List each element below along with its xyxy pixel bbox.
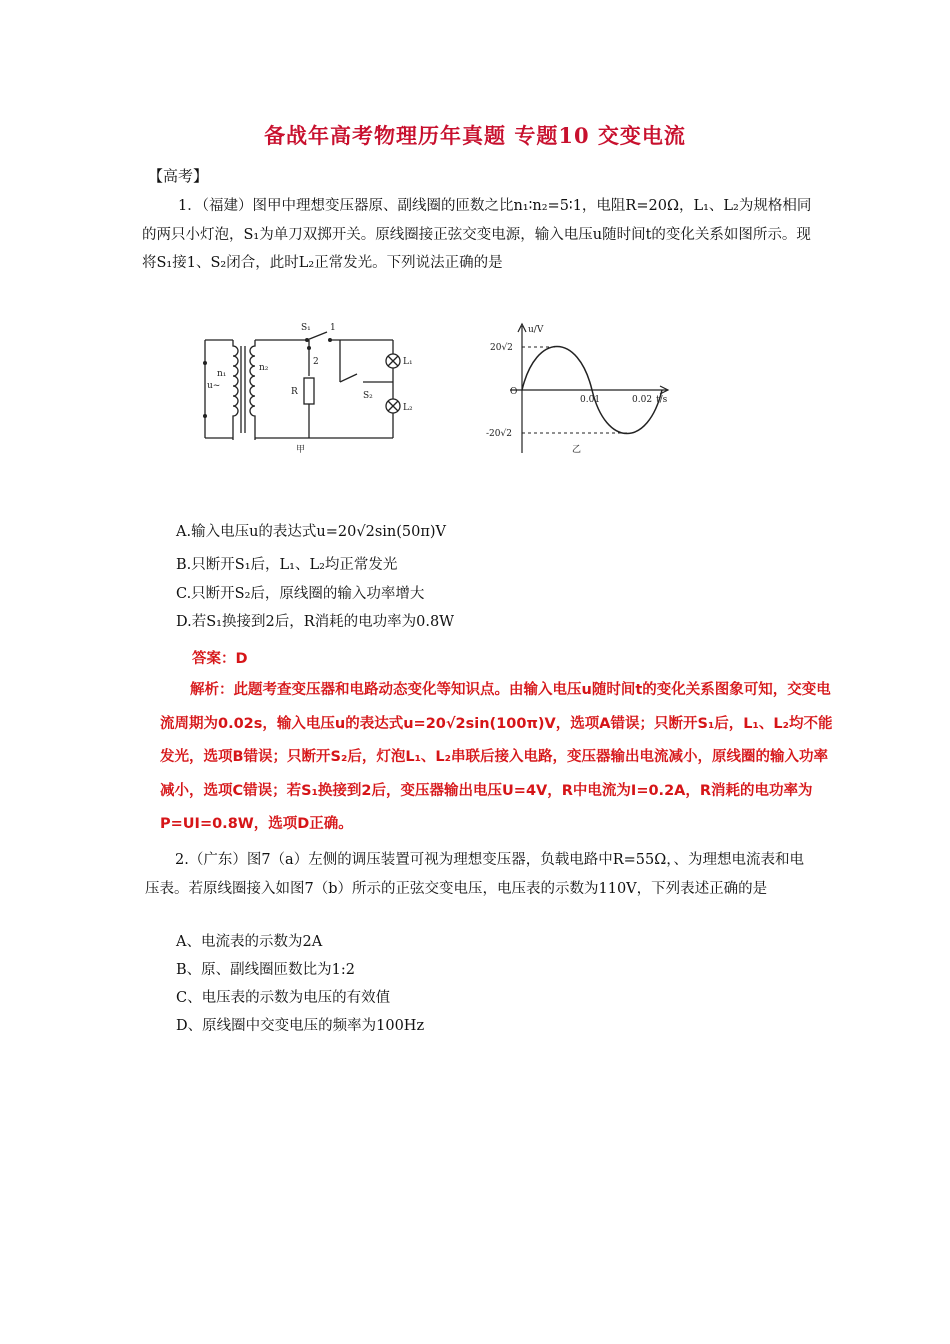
question-2-option-a: A、电流表的示数为2A xyxy=(176,934,323,950)
lamp-l2-icon xyxy=(386,399,400,413)
question-1-option-a: A.输入电压u的表达式u=20√2sin(50π)V xyxy=(176,524,447,540)
label-s1: S₁ xyxy=(301,323,311,333)
question-1-option-c: C.只断开S₂后，原线圈的输入功率增大 xyxy=(176,586,425,602)
lamp-l1-icon xyxy=(386,354,400,368)
figure-yi-caption: 乙 xyxy=(572,445,582,455)
label-n2: n₂ xyxy=(259,363,269,373)
label-n1: n₁ xyxy=(217,369,227,379)
figure-jia-circuit xyxy=(195,318,425,458)
label-l2: L₂ xyxy=(403,403,413,413)
figure-jia-caption: 甲 xyxy=(296,445,306,455)
graph-x-axis-label: t/s xyxy=(656,395,668,405)
graph-origin-label: O xyxy=(510,387,518,397)
question-2-option-d: D、原线圈中交变电压的频率为100Hz xyxy=(176,1018,425,1034)
question-1-answer: 答案：D xyxy=(192,651,248,667)
label-u: u~ xyxy=(207,381,221,391)
label-l1: L₁ xyxy=(403,357,413,367)
question-1-option-b: B.只断开S₁后，L₁、L₂均正常发光 xyxy=(176,557,398,573)
document-title: 备战年高考物理历年真题 专题10 交变电流 xyxy=(264,123,686,148)
label-contact-2: 2 xyxy=(313,357,319,367)
label-r: R xyxy=(291,387,298,397)
graph-y-min-label: -20√2 xyxy=(486,429,512,439)
graph-tick-001: 0.01 xyxy=(580,395,601,405)
label-s2: S₂ xyxy=(363,391,373,401)
question-1-option-d: D.若S₁换接到2后，R消耗的电功率为0.8W xyxy=(176,614,455,630)
question-2-option-b: B、原、副线圈匝数比为1:2 xyxy=(176,962,355,978)
graph-y-max-label: 20√2 xyxy=(490,343,513,353)
question-2-body: 2.（广东）图7（a）左侧的调压装置可视为理想变压器，负载电路中R=55Ω，、为理想电流表和电压表。若原线圈接入如图7（b）所示的正弦交变电压，电压表的示数为110V，下列表述正确的是 xyxy=(145,852,804,897)
question-2-option-c: C、电压表的示数为电压的有效值 xyxy=(176,990,391,1006)
question-1-text xyxy=(142,192,814,278)
question-1-explanation-text: 解析：此题考查变压器和电路动态变化等知识点。由输入电压u随时间t的变化关系图象可知，交变电流周期为0.02s，输入电压u的表达式u=20√2sin(100π)V，选项A错误；只断开S₁后，L₁、L₂均不能发光，选项B错误；只断开S₂后，灯泡L₁、L₂串联后接入电路，变压器输出电流减小，原线圈的输入功率减小，选项C错误；若S₁换接到2后，变压器输出电压U=4V，R中电流为I=0.2A，R消耗的电功率为P=UI=0.8W，选项D正确。 xyxy=(160,682,833,832)
graph-y-axis-label: u/V xyxy=(528,325,544,335)
figure-yi-graph xyxy=(480,318,680,458)
section-heading: 【高考】 xyxy=(148,167,209,185)
label-contact-1: 1 xyxy=(330,323,336,333)
question-1-explanation xyxy=(160,674,840,842)
question-1-body: 1．（福建）图甲中理想变压器原、副线圈的匝数之比n₁∶n₂=5∶1，电阻R=20Ω，L₁、L₂为规格相同的两只小灯泡，S₁为单刀双掷开关。原线圈接正弦交变电源，输入电压u随时间t的变化关系如图所示。现将S₁接1、S₂闭合，此时L₂正常发光。下列说法正确的是 xyxy=(142,198,812,271)
question-2-text xyxy=(145,846,815,903)
graph-tick-002: 0.02 xyxy=(632,395,653,405)
